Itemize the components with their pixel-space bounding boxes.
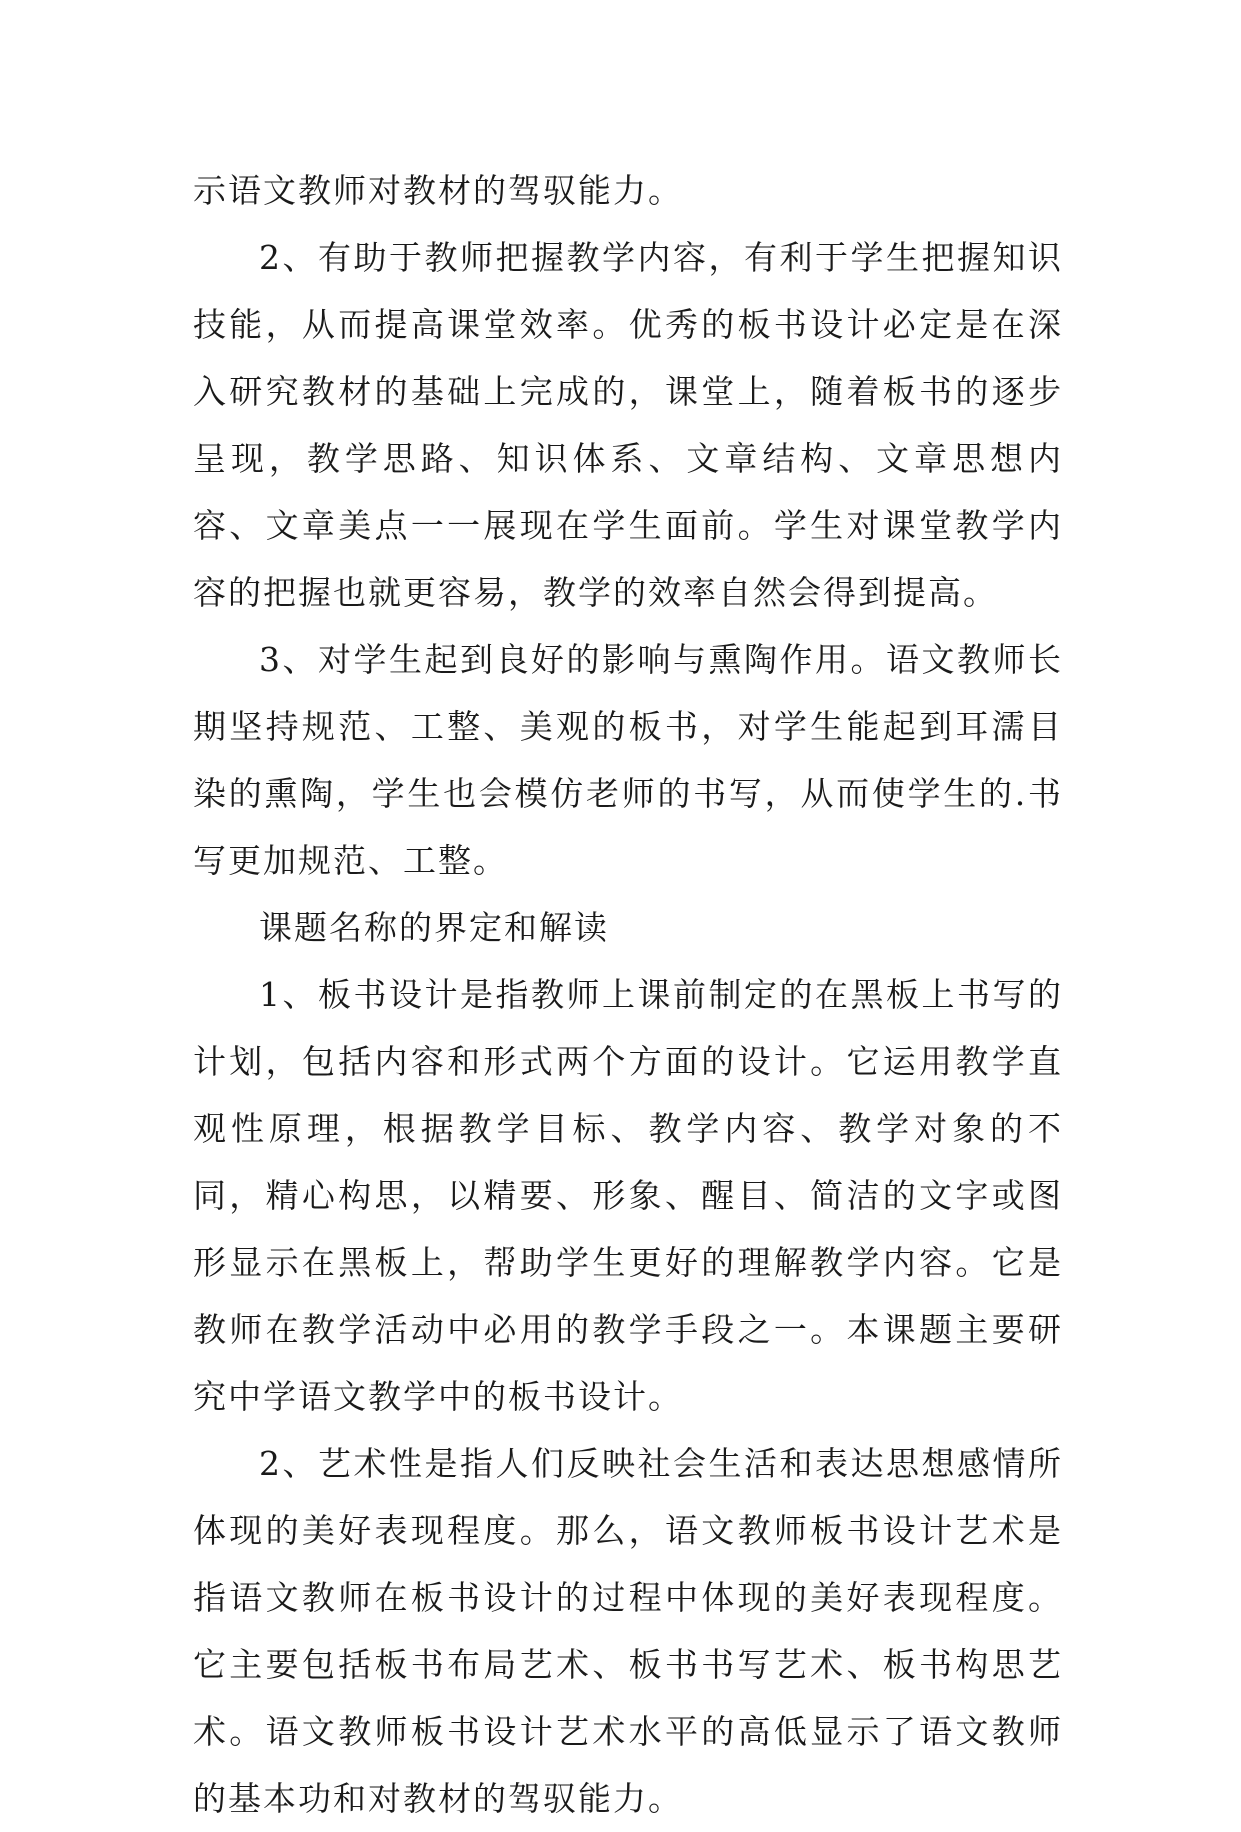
paragraph-definition-2: 2、艺术性是指人们反映社会生活和表达思想感情所体现的美好表现程度。那么，语文教师板书设计艺术是指语文教师在板书设计的过程中体现的美好表现程度。它主要包括板书布局艺术、板书书写艺术、板书构思艺术。语文教师板书设计艺术水平的高低显示了语文教师的基本功和对教材的驾驭能力。	[193, 1444, 1063, 1818]
paragraph-continuation: 示语文教师对教材的驾驭能力。	[193, 171, 683, 210]
section-heading: 课题名称的界定和解读	[259, 908, 609, 947]
paragraph-definition-1: 1、板书设计是指教师上课前制定的在黑板上书写的计划，包括内容和形式两个方面的设计。它运用教学直观性原理，根据教学目标、教学内容、教学对象的不同，精心构思，以精要、形象、醒目、简洁的文字或图形显示在黑板上，帮助学生更好的理解教学内容。它是教师在教学活动中必用的教学手段之一。本课题主要研究中学语文教学中的板书设计。	[193, 975, 1063, 1416]
document-body	[193, 157, 1063, 1832]
paragraph-point-2: 2、有助于教师把握教学内容，有利于学生把握知识技能，从而提高课堂效率。优秀的板书设计必定是在深入研究教材的基础上完成的，课堂上，随着板书的逐步呈现，教学思路、知识体系、文章结构、文章思想内容、文章美点一一展现在学生面前。学生对课堂教学内容的把握也就更容易，教学的效率自然会得到提高。	[193, 238, 1063, 612]
paragraph-point-3: 3、对学生起到良好的影响与熏陶作用。语文教师长期坚持规范、工整、美观的板书，对学生能起到耳濡目染的熏陶，学生也会模仿老师的书写，从而使学生的.书写更加规范、工整。	[193, 640, 1063, 880]
